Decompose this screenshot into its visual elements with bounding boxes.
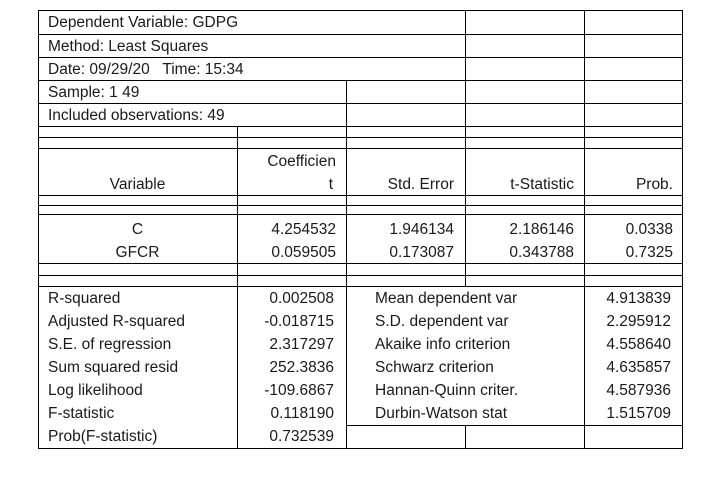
stat-label: Prob(F-statistic) <box>48 428 158 445</box>
coef-prob: 0.0338 <box>625 221 673 238</box>
column-header-variable: Variable <box>109 176 166 193</box>
coef-std-error: 0.173087 <box>389 244 454 261</box>
column-header-t-statistic: t-Statistic <box>510 176 574 193</box>
date-time-line: Date: 09/29/20 Time: 15:34 <box>48 61 244 78</box>
column-header-prob: Prob. <box>635 176 673 193</box>
stat-label-right: Hannan-Quinn criter. <box>375 382 519 399</box>
stat-label-right: Akaike info criterion <box>375 336 511 353</box>
coef-value: 0.059505 <box>271 244 336 261</box>
coef-variable: C <box>131 221 144 238</box>
stat-label: S.E. of regression <box>48 336 172 353</box>
coef-variable: GFCR <box>115 244 160 261</box>
coef-t-statistic: 2.186146 <box>509 221 574 238</box>
stat-label: Log likelihood <box>48 382 143 399</box>
coef-std-error: 1.946134 <box>389 221 454 238</box>
coef-value: 4.254532 <box>271 221 336 238</box>
stat-value-right: 4.913839 <box>606 290 671 307</box>
stat-value: 252.3836 <box>269 359 334 376</box>
coef-prob: 0.7325 <box>625 244 673 261</box>
stat-value-right: 4.635857 <box>606 359 671 376</box>
stat-label: F-statistic <box>48 405 115 422</box>
stat-value-right: 1.515709 <box>606 405 671 422</box>
method-line: Method: Least Squares <box>48 38 209 55</box>
column-header-coefficient-line1: Coefficien <box>267 153 336 170</box>
stat-value: 0.002508 <box>269 290 334 307</box>
observations-line: Included observations: 49 <box>48 107 225 124</box>
stat-label-right: Mean dependent var <box>375 290 518 307</box>
column-header-coefficient-line2: t <box>328 176 333 193</box>
stat-label: Adjusted R-squared <box>48 313 185 330</box>
stat-value: -0.018715 <box>264 313 334 330</box>
stat-value-right: 2.295912 <box>606 313 671 330</box>
stat-value: 0.118190 <box>270 405 334 422</box>
stat-label-right: Schwarz criterion <box>375 359 494 376</box>
stat-value-right: 4.558640 <box>606 336 671 353</box>
stat-value: 0.732539 <box>269 428 334 445</box>
sample-line: Sample: 1 49 <box>48 84 140 101</box>
coef-t-statistic: 0.343788 <box>509 244 574 261</box>
stat-label-right: Durbin-Watson stat <box>375 405 508 422</box>
stat-label: R-squared <box>48 290 121 307</box>
stat-value-right: 4.587936 <box>606 382 671 399</box>
stat-label: Sum squared resid <box>48 359 179 376</box>
dependent-variable-line: Dependent Variable: GDPG <box>48 14 239 31</box>
stat-label-right: S.D. dependent var <box>375 313 509 330</box>
column-header-std-error: Std. Error <box>387 176 454 193</box>
stat-value: 2.317297 <box>269 336 334 353</box>
stat-value: -109.6867 <box>264 382 334 399</box>
